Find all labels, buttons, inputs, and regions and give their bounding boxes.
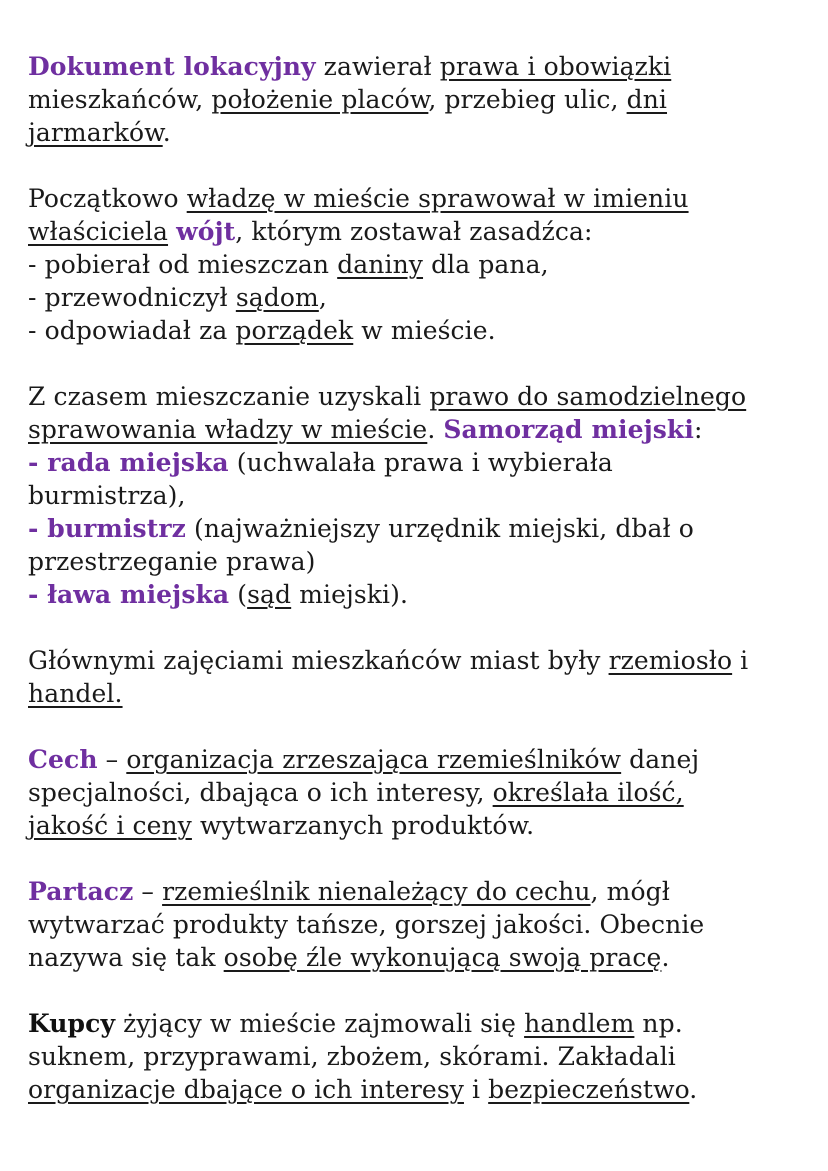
text: , którym zostawał zasadźca:: [235, 217, 593, 246]
underlined-text: rzemieślnik nienależący do cechu: [162, 877, 591, 906]
text: specjalności, dbająca o ich interesy,: [28, 778, 493, 807]
text: :: [693, 415, 703, 444]
text: , mógł: [590, 877, 670, 906]
list-item: [28, 314, 808, 347]
underlined-text: daniny: [337, 250, 424, 279]
text-line: [28, 50, 808, 83]
underlined-text: położenie placów: [211, 85, 429, 114]
underlined-text: handel.: [28, 679, 123, 708]
list-dash: -: [28, 448, 48, 477]
underlined-text: organizacja zrzeszająca rzemieślników: [126, 745, 622, 774]
text-line: [28, 215, 808, 248]
underlined-text: sprawowania władzy w mieście: [28, 415, 428, 444]
paragraph-zajecia: [28, 644, 808, 710]
term-cech: Cech: [28, 745, 98, 774]
paragraph-kupcy: [28, 1007, 808, 1106]
text-line: [28, 380, 808, 413]
underlined-text: dni: [626, 85, 668, 114]
text: .: [427, 415, 444, 444]
text: w mieście.: [353, 316, 496, 345]
text: , przebieg ulic,: [428, 85, 627, 114]
text: wytwarzanych produktów.: [191, 811, 535, 840]
text: .: [689, 1075, 698, 1104]
text: miejski).: [291, 580, 409, 609]
text-line: [28, 479, 808, 512]
text: - odpowiadał za: [28, 316, 236, 345]
text: (: [229, 580, 248, 609]
text: danej: [621, 745, 700, 774]
underlined-text: rzemiosło: [608, 646, 733, 675]
term-kupcy: Kupcy: [28, 1009, 116, 1038]
term-wojt: wójt: [176, 217, 236, 246]
text: mieszkańców,: [28, 85, 212, 114]
text: - przewodniczył: [28, 283, 236, 312]
list-item: [28, 446, 808, 479]
text-line: [28, 941, 808, 974]
underlined-text: porządek: [235, 316, 354, 345]
text-line: [28, 116, 808, 149]
text: przestrzeganie prawa): [28, 547, 316, 576]
text: ,: [318, 283, 327, 312]
text-line: [28, 677, 808, 710]
term-samorzad-miejski: Samorząd miejski: [443, 415, 694, 444]
list-dash: -: [28, 580, 48, 609]
text: Głównymi zajęciami mieszkańców miast były: [28, 646, 609, 675]
text-line: [28, 908, 808, 941]
text: (najważniejszy urzędnik miejski, dbał o: [185, 514, 694, 543]
underlined-text: prawa i obowiązki: [439, 52, 672, 81]
term-partacz: Partacz: [28, 877, 134, 906]
underlined-text: określała ilość,: [492, 778, 684, 807]
document-page: [28, 50, 808, 1139]
paragraph-samorzad-miejski: [28, 380, 808, 611]
underlined-text: handlem: [524, 1009, 635, 1038]
paragraph-partacz: [28, 875, 808, 974]
term-lawa-miejska: ława miejska: [47, 580, 230, 609]
underlined-text: sądom: [235, 283, 319, 312]
paragraph-wojt: [28, 182, 808, 347]
term-burmistrz: burmistrz: [47, 514, 186, 543]
text: [168, 217, 176, 246]
underlined-text: właściciela: [28, 217, 169, 246]
list-dash: -: [28, 514, 48, 543]
underlined-text: władzę w mieście sprawował w imieniu: [186, 184, 689, 213]
text: .: [162, 118, 171, 147]
text-line: [28, 182, 808, 215]
text-line: [28, 809, 808, 842]
underlined-text: sąd: [247, 580, 292, 609]
paragraph-cech: [28, 743, 808, 842]
text: dla pana,: [423, 250, 549, 279]
list-item: [28, 281, 808, 314]
text: –: [97, 745, 127, 774]
underlined-text: jakość i ceny: [28, 811, 192, 840]
list-item: [28, 248, 808, 281]
text-line: [28, 83, 808, 116]
text: .: [661, 943, 670, 972]
list-item: [28, 578, 808, 611]
text: wytwarzać produkty tańsze, gorszej jakości. Obecnie: [28, 910, 705, 939]
text-line: [28, 1007, 808, 1040]
text: żyjący w mieście zajmowali się: [115, 1009, 525, 1038]
paragraph-dokument-lokacyjny: [28, 50, 808, 149]
text: –: [133, 877, 163, 906]
text: - pobierał od mieszczan: [28, 250, 338, 279]
underlined-text: bezpieczeństwo: [488, 1075, 690, 1104]
text-line: [28, 776, 808, 809]
text: i: [463, 1075, 489, 1104]
text: suknem, przyprawami, zbożem, skórami. Zakładali: [28, 1042, 676, 1071]
underlined-text: prawo do samodzielnego: [429, 382, 747, 411]
underlined-text: jarmarków: [28, 118, 163, 147]
text-line: [28, 1040, 808, 1073]
term-rada-miejska: rada miejska: [47, 448, 229, 477]
underlined-text: osobę źle wykonującą swoją pracę: [223, 943, 662, 972]
list-item: [28, 512, 808, 545]
text-line: [28, 644, 808, 677]
text: Z czasem mieszczanie uzyskali: [28, 382, 430, 411]
underlined-text: organizacje dbające o ich interesy: [28, 1075, 464, 1104]
term-dokument-lokacyjny: Dokument lokacyjny: [28, 52, 316, 81]
text-line: [28, 875, 808, 908]
text: np.: [634, 1009, 683, 1038]
text: i: [732, 646, 749, 675]
text-line: [28, 1073, 808, 1106]
text: Początkowo: [28, 184, 187, 213]
text: burmistrza),: [28, 481, 186, 510]
text: nazywa się tak: [28, 943, 224, 972]
text-line: [28, 545, 808, 578]
text: zawierał: [315, 52, 440, 81]
text: (uchwalała prawa i wybierała: [228, 448, 613, 477]
text-line: [28, 743, 808, 776]
text-line: [28, 413, 808, 446]
